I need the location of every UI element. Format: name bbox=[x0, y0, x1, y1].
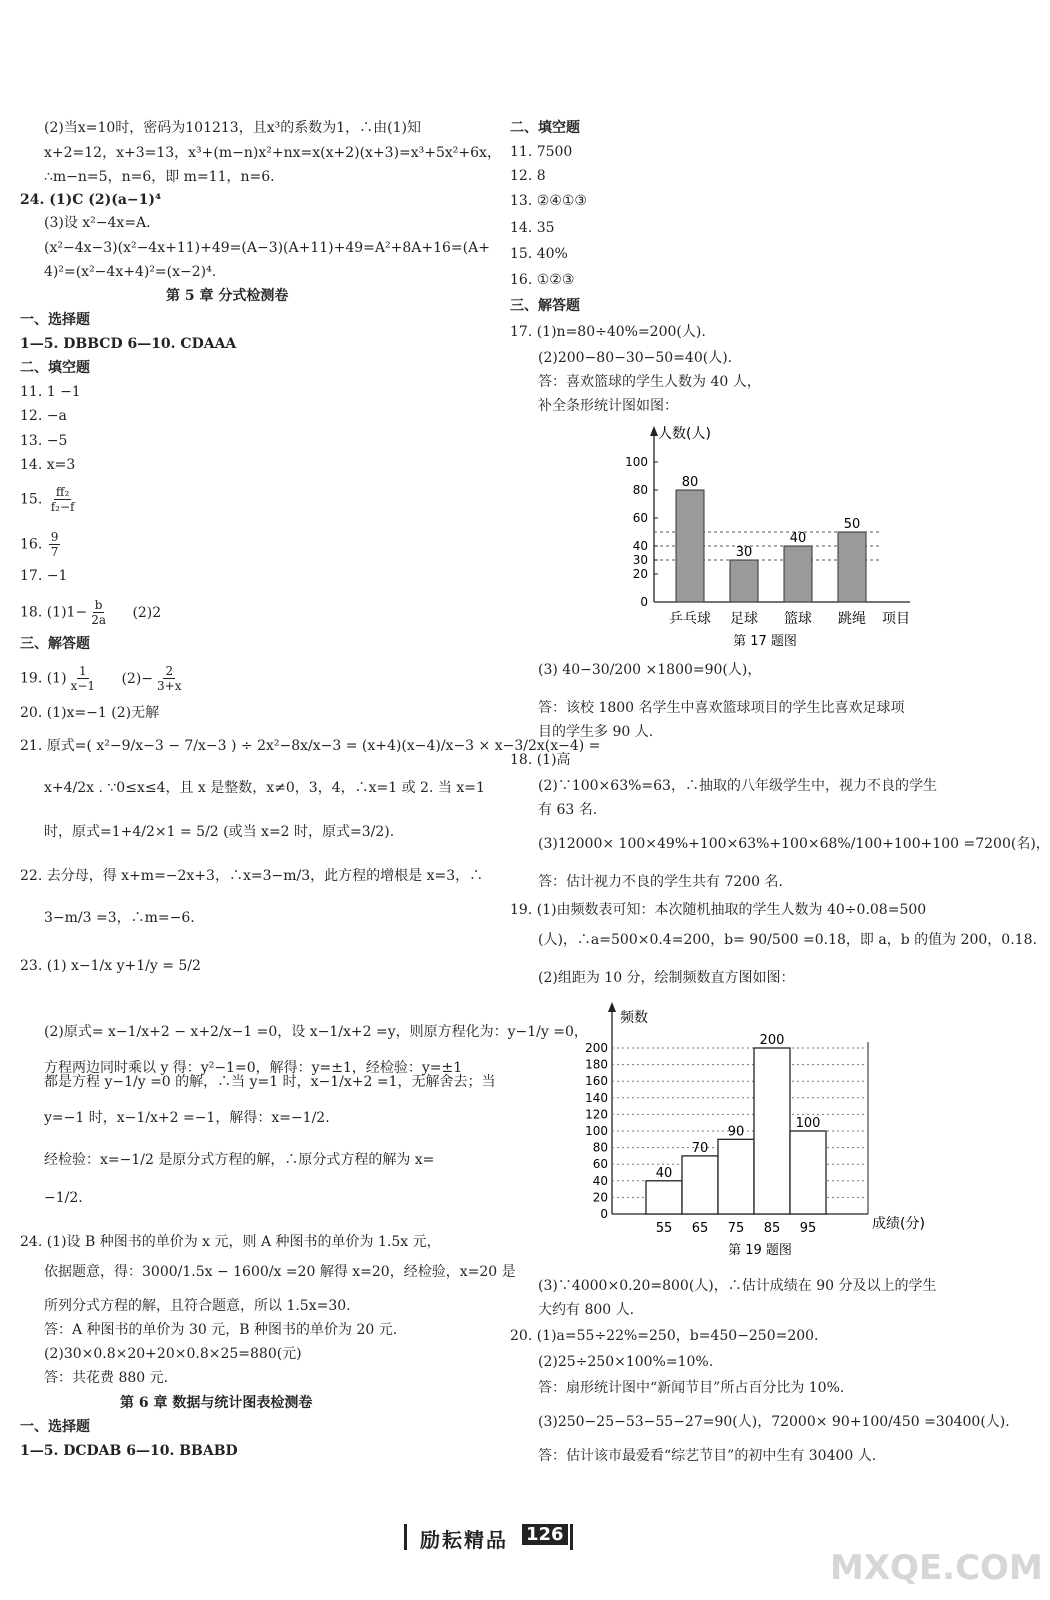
y-tick-label: 40 bbox=[632, 539, 648, 553]
answer-line bbox=[20, 664, 186, 693]
answer-line: 11. 7500 bbox=[510, 144, 573, 160]
data-label: 200 bbox=[759, 1033, 785, 1048]
text-line: 答：A 种图书的单价为 30 元，B 种图书的单价为 20 元. bbox=[44, 1322, 398, 1338]
y-axis-label: 频数 bbox=[620, 1010, 648, 1026]
text-line: x+2=12，x+3=13，x³+(m−n)x²+nx=x(x+2)(x+3)=x³+5x²+6x， bbox=[44, 145, 501, 161]
x-tick-label: 85 bbox=[763, 1221, 781, 1236]
numerator: b bbox=[94, 598, 103, 612]
text-line: (3)250−25−53−55−27=90(人)，72000× 90+100/450 =30400(人). bbox=[538, 1414, 1010, 1430]
answer-line: 16. ①②③ bbox=[510, 272, 575, 288]
answer-line: 22. 去分母，得 x+m=−2x+3，∴x=3−m/3，此方程的增根是 x=3，∴ bbox=[20, 868, 484, 884]
text-line: 都是方程 y−1/y =0 的解，∴当 y=1 时，x−1/x+2 =1，无解舍去；当 bbox=[44, 1074, 496, 1090]
y-tick-label: 180 bbox=[585, 1057, 608, 1072]
text-line: (2)200−80−30−50=40(人). bbox=[538, 350, 733, 366]
answer-line bbox=[20, 530, 62, 559]
data-label: 80 bbox=[681, 475, 699, 490]
text-line: 答：扇形统计图中“新闻节目”所占百分比为 10%. bbox=[538, 1380, 845, 1396]
section-heading: 三、解答题 bbox=[20, 636, 90, 652]
histogram-bar bbox=[682, 1156, 718, 1214]
y-tick-label: 20 bbox=[592, 1190, 608, 1205]
y-tick-label: 40 bbox=[592, 1173, 608, 1188]
y-tick-label: 100 bbox=[585, 1124, 608, 1138]
data-label: 30 bbox=[735, 545, 753, 560]
text-line: 所列分式方程的解，且符合题意，所以 1.5x=30. bbox=[44, 1298, 351, 1314]
y-tick-label: 20 bbox=[632, 567, 648, 581]
text-line: (2)当x=10时，密码为101213，且x³的系数为1，∴由(1)知 bbox=[44, 120, 421, 136]
section-heading: 一、选择题 bbox=[20, 312, 90, 328]
text-line: 目的学生多 90 人. bbox=[538, 724, 654, 740]
answer-line: 14. 35 bbox=[510, 220, 555, 236]
answer-line: 18. (1)高 bbox=[510, 752, 571, 768]
y-tick-label: 0 bbox=[640, 595, 648, 609]
text-line: 4)²=(x²−4x+4)²=(x−2)⁴. bbox=[44, 264, 217, 280]
page-number: 126 bbox=[522, 1524, 568, 1545]
chapter-title-6: 第 6 章 数据与统计图表检测卷 bbox=[120, 1395, 313, 1411]
data-label: 100 bbox=[795, 1116, 821, 1131]
answer-line: 19. (1)由频数表可知：本次随机抽取的学生人数为 40÷0.08=500 bbox=[510, 902, 927, 918]
fraction bbox=[155, 664, 183, 693]
label: 19. (1) bbox=[20, 670, 67, 687]
label: 16. bbox=[20, 536, 43, 553]
x-axis-label: 成绩(分) bbox=[872, 1216, 925, 1232]
y-tick-label: 80 bbox=[592, 1140, 608, 1155]
fraction bbox=[69, 664, 97, 693]
section-heading: 一、选择题 bbox=[20, 1419, 90, 1435]
data-label: 40 bbox=[655, 1165, 673, 1181]
data-label: 40 bbox=[789, 531, 807, 546]
watermark: MXQE.COM bbox=[830, 1548, 1043, 1588]
chart-caption: 第 19 题图 bbox=[728, 1243, 792, 1258]
text-line: (3)设 x²−4x=A. bbox=[44, 215, 151, 231]
y-tick-label: 80 bbox=[632, 483, 648, 497]
x-tick-label: 篮球 bbox=[784, 611, 812, 627]
text-line: 方程两边同时乘以 y 得：y²−1=0，解得：y=±1，经检验：y=±1 bbox=[44, 1060, 463, 1076]
x-tick-label: 乒乓球 bbox=[669, 611, 711, 627]
data-label: 70 bbox=[691, 1140, 709, 1156]
answer-line: 13. ②④①③ bbox=[510, 193, 587, 209]
label: (2)2 bbox=[132, 604, 162, 621]
y-tick-label: 0 bbox=[600, 1207, 608, 1221]
text-line: (人)，∴a=500×0.4=200，b= 90/500 =0.18，即 a，b 的值为 200，0.18. bbox=[538, 932, 1037, 948]
answer-line: 17. −1 bbox=[20, 568, 68, 584]
answer-line: 14. x=3 bbox=[20, 457, 76, 473]
q24-answer: 24. (1)C (2)(a−1)⁴ bbox=[20, 192, 162, 208]
answer-line: 12. −a bbox=[20, 408, 67, 424]
fraction bbox=[49, 530, 61, 559]
fraction bbox=[89, 598, 108, 627]
x-tick-label: 足球 bbox=[730, 611, 758, 627]
section-heading: 二、填空题 bbox=[510, 120, 580, 136]
text-line: 有 63 名. bbox=[538, 802, 598, 818]
choice-answers: 1—5. DBBCD 6—10. CDAAA bbox=[20, 336, 237, 352]
answer-line: 15. 40% bbox=[510, 246, 568, 262]
text-line: (2)30×0.8×20+20×0.8×25=880(元) bbox=[44, 1346, 302, 1362]
text-line: x+4/2x . ∵0≤x≤4，且 x 是整数，x≠0，3，4，∴x=1 或 2. 当 x=1 bbox=[44, 780, 485, 796]
numerator: 9 bbox=[50, 530, 59, 544]
y-tick-label: 60 bbox=[632, 511, 648, 525]
answer-line: 23. (1) x−1/x y+1/y = 5/2 bbox=[20, 958, 201, 974]
text-line: (2)组距为 10 分，绘制频数直方图如图： bbox=[538, 970, 795, 986]
y-axis-arrow bbox=[608, 1002, 616, 1012]
answer-line: 20. (1)x=−1 (2)无解 bbox=[20, 705, 160, 721]
data-label: 90 bbox=[727, 1124, 745, 1140]
text-line: 3−m/3 =3，∴m=−6. bbox=[44, 910, 195, 926]
text-line: (x²−4x−3)(x²−4x+11)+49=(A−3)(A+11)+49=A²+8A+16=(A+ bbox=[44, 240, 490, 256]
bar bbox=[730, 560, 758, 602]
histogram-bar bbox=[646, 1181, 682, 1214]
brand-logo: 励耘精品 bbox=[420, 1528, 508, 1552]
denominator: f₂−f bbox=[50, 500, 75, 514]
answer-line: 17. (1)n=80÷40%=200(人). bbox=[510, 324, 706, 340]
bar bbox=[676, 490, 704, 602]
section-heading: 二、填空题 bbox=[20, 360, 90, 376]
bar bbox=[838, 532, 866, 602]
y-tick-label: 100 bbox=[625, 455, 648, 469]
text-line: 答：该校 1800 名学生中喜欢篮球项目的学生比喜欢足球项 bbox=[538, 700, 905, 716]
numerator: 1 bbox=[78, 664, 87, 678]
x-tick-label: 75 bbox=[727, 1221, 745, 1236]
text-line: 答：估计该市最爱看“综艺节目”的初中生有 30400 人. bbox=[538, 1448, 877, 1464]
numerator: 2 bbox=[165, 664, 174, 678]
text-line: 依据题意，得：3000/1.5x − 1600/x =20 解得 x=20，经检验，x=20 是 bbox=[44, 1264, 516, 1280]
answer-line: 21. 原式=( x²−9/x−3 − 7/x−3 ) ÷ 2x²−8x/x−3 = (x+4)(x−4)/x−3 × x−3/2x(x−4) = bbox=[20, 738, 601, 754]
text-line: −1/2. bbox=[44, 1190, 83, 1206]
text-line: y=−1 时，x−1/x+2 =−1，解得：x=−1/2. bbox=[44, 1110, 330, 1126]
text-line: 时，原式=1+4/2×1 = 5/2 (或当 x=2 时，原式=3/2). bbox=[44, 824, 395, 840]
answer-line: 11. 1 −1 bbox=[20, 384, 81, 400]
x-tick-label: 65 bbox=[691, 1221, 709, 1236]
chart-caption: 第 17 题图 bbox=[733, 634, 797, 649]
text-line: 大约有 800 人. bbox=[538, 1302, 635, 1318]
text-line: (3) 40−30/200 ×1800=90(人)， bbox=[538, 662, 762, 678]
choice-answers: 1—5. DCDAB 6—10. BBABD bbox=[20, 1443, 238, 1459]
y-tick-label: 200 bbox=[585, 1041, 608, 1055]
denominator: 3+x bbox=[157, 679, 182, 693]
y-tick-label: 60 bbox=[592, 1157, 608, 1172]
x-tick-label: 95 bbox=[799, 1221, 817, 1236]
text-line: (2)25÷250×100%=10%. bbox=[538, 1354, 714, 1370]
x-tick-label: 55 bbox=[655, 1221, 673, 1236]
label: 15. bbox=[20, 491, 43, 508]
chart-17 bbox=[600, 420, 930, 660]
text-line: ∴m−n=5，n=6，即 m=11，n=6. bbox=[44, 169, 275, 185]
y-tick-label: 160 bbox=[585, 1074, 608, 1089]
y-axis-label: 人数(人) bbox=[658, 426, 711, 442]
x-tick-label: 跳绳 bbox=[838, 611, 866, 627]
text-line: (2)原式= x−1/x+2 − x+2/x−1 =0，设 x−1/x+2 =y，则原方程化为：y−1/y =0， bbox=[44, 1024, 588, 1040]
section-heading: 三、解答题 bbox=[510, 298, 580, 314]
x-axis-label: 项目 bbox=[882, 611, 910, 627]
text-line: 答：估计视力不良的学生共有 7200 名. bbox=[538, 874, 783, 890]
text-line: 补全条形统计图如图： bbox=[538, 398, 678, 414]
chart-19 bbox=[570, 996, 950, 1264]
footer-bar bbox=[404, 1524, 407, 1550]
answer-line: 13. −5 bbox=[20, 433, 68, 449]
y-tick-label: 30 bbox=[632, 553, 648, 567]
answer-line: 12. 8 bbox=[510, 168, 546, 184]
histogram-bar bbox=[718, 1139, 754, 1214]
data-label: 50 bbox=[843, 517, 861, 532]
y-tick-label: 140 bbox=[585, 1090, 608, 1105]
denominator: 7 bbox=[50, 545, 59, 559]
page-footer bbox=[404, 1520, 604, 1556]
label: (2)− bbox=[121, 670, 154, 687]
fraction bbox=[49, 485, 77, 514]
y-axis-arrow bbox=[650, 426, 658, 436]
y-tick-label: 120 bbox=[585, 1107, 608, 1122]
text-line: (3)∵4000×0.20=800(人)，∴估计成绩在 90 分及以上的学生 bbox=[538, 1278, 937, 1294]
text-line: 答：喜欢篮球的学生人数为 40 人， bbox=[538, 374, 761, 390]
denominator: 2a bbox=[91, 613, 106, 627]
answer-line: 20. (1)a=55÷22%=250，b=450−250=200. bbox=[510, 1328, 819, 1344]
answer-line bbox=[20, 485, 78, 514]
text-line: (2)∵100×63%=63，∴抽取的八年级学生中，视力不良的学生 bbox=[538, 778, 937, 794]
label: 18. (1)1− bbox=[20, 604, 88, 621]
text-line: 经检验：x=−1/2 是原分式方程的解，∴原分式方程的解为 x= bbox=[44, 1152, 435, 1168]
text-line: (3)12000× 100×49%+100×63%+100×68%/100+100+100 =7200(名)， bbox=[538, 836, 1050, 852]
chapter-title-5: 第 5 章 分式检测卷 bbox=[166, 288, 289, 304]
denominator: x−1 bbox=[70, 679, 96, 693]
answer-line bbox=[20, 598, 161, 627]
histogram-bar bbox=[754, 1048, 790, 1214]
numerator: ff₂ bbox=[55, 485, 70, 499]
answer-line: 24. (1)设 B 种图书的单价为 x 元，则 A 种图书的单价为 1.5x 元， bbox=[20, 1234, 441, 1250]
footer-bar bbox=[570, 1524, 573, 1550]
histogram-bar bbox=[790, 1131, 826, 1214]
bar bbox=[784, 546, 812, 602]
text-line: 答：共花费 880 元. bbox=[44, 1370, 169, 1386]
